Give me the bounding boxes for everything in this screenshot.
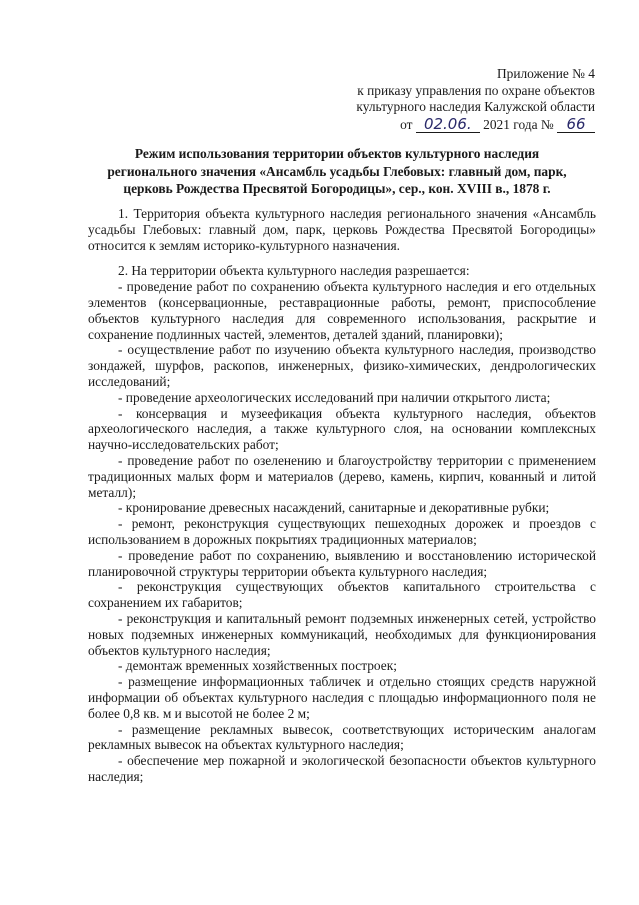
list-item: - реконструкция существующих объектов капитального строительства с сохранением их габаритов; [88, 579, 596, 611]
list-item: - размещение рекламных вывесок, соответствующих историческим аналогам рекламных вывесок на объектах культурного наследия; [88, 721, 596, 753]
paragraph-1: 1. Территория объекта культурного наследия регионального значения «Ансамбль усадьбы Глебовых: главный дом, парк, церковь Рождества Пресвятой Богородицы» относится к землям историко-культурного назначения. [88, 206, 596, 253]
title-line-1: Режим использования территории объектов культурного наследия [134, 146, 540, 161]
list-item: - проведение работ по озеленению и благоустройству территории с применением традиционных малых форм и материалов (дерево, камень, кирпич, кованный и литой металл); [88, 452, 596, 500]
list-item: - обеспечение мер пожарной и экологической безопасности объектов культурного наследия; [88, 753, 596, 784]
paragraph-2-intro: 2. На территории объекта культурного наследия разрешается: [118, 263, 470, 279]
date-prefix: от [400, 116, 413, 132]
list-item: - размещение информационных табличек и отдельно стоящих средств наружной информации об объектах культурного наследия с площадью информационного поля не более 0,8 кв. м и высотой не более 2 м; [88, 674, 596, 721]
appendix-number: Приложение № 4 [496, 66, 595, 81]
authority-name: культурного наследия Калужской области [356, 99, 595, 115]
list-item: - консервация и музеефикация объекта культурного наследия, объектов археологического наследия, а также культурного слоя, на основании комплексных научно-исследовательских работ; [88, 405, 596, 453]
order-reference: к приказу управления по охране объектов [357, 82, 595, 98]
list-item: - реконструкция и капитальный ремонт подземных инженерных сетей, устройство новых подземных инженерных коммуникаций, необходимых для функционирования объектов культурного наследия; [88, 610, 596, 658]
list-item: - кронирование древесных насаждений, санитарные и декоративные рубки; [118, 500, 550, 516]
list-item: - осуществление работ по изучению объекта культурного наследия, производство зондажей, шурфов, раскопов, инженерных, физико-химических, дендрологических исследований; [88, 342, 596, 389]
handwritten-date: 02.06. [416, 116, 480, 134]
handwritten-order-number: 66 [557, 116, 595, 134]
date-year-label: 2021 года № [483, 116, 554, 132]
document-title [88, 145, 586, 198]
list-item: - демонтаж временных хозяйственных построек; [118, 658, 397, 674]
document-body [88, 206, 596, 785]
appendix-header [356, 66, 595, 133]
title-line-2: регионального значения «Ансамбль усадьбы Глебовых: главный дом, парк, [107, 163, 567, 179]
list-item: - проведение работ по сохранению, выявлению и восстановлению исторической планировочной структуры территории объекта культурного наследия; [88, 547, 596, 579]
list-item: - проведение археологических исследований при наличии открытого листа; [118, 389, 551, 405]
order-date-line [356, 116, 595, 134]
list-item: - ремонт, реконструкция существующих пешеходных дорожек и проездов с использованием в дорожных покрытиях традиционных материалов; [88, 516, 596, 547]
list-item: - проведение работ по сохранению объекта культурного наследия и его отдельных элементов (консервационные, реставрационные работы, ремонт, приспособление объектов культурного наследия для современного использования, раскрытие и сохранение подлинных частей, элементов, деталей зданий, планировки); [88, 279, 596, 342]
title-line-3: церковь Рождества Пресвятой Богородицы», сер., кон. XVIII в., 1878 г. [123, 181, 551, 196]
